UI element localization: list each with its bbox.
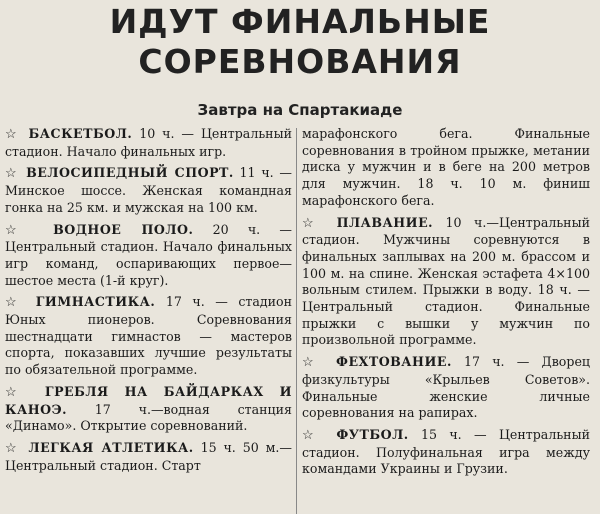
sport-name: ФЕХТОВАНИЕ. (336, 354, 452, 370)
star-icon: ☆ (302, 355, 322, 371)
left-column (5, 126, 292, 479)
star-icon: ☆ (302, 215, 323, 231)
headline (0, 2, 600, 82)
entry-fencing (302, 354, 590, 422)
star-icon: ☆ (5, 127, 20, 142)
sport-name: ВЕЛОСИПЕДНЫЙ СПОРТ. (26, 165, 234, 181)
sport-name: ФУТБОЛ. (336, 426, 409, 442)
entry-text: 10 ч. — Центральный стадион. Начало финальных игр. (5, 126, 292, 159)
sport-name: ПЛАВАНИЕ. (336, 214, 434, 230)
entry-football (302, 427, 590, 478)
entry-cycling (5, 165, 292, 216)
star-icon: ☆ (5, 295, 24, 311)
entry-canoe (5, 384, 292, 435)
right-column (302, 126, 590, 483)
subheading: Завтра на Спартакиаде (197, 101, 403, 119)
column-divider (296, 128, 297, 514)
entry-gymnastics (5, 294, 292, 379)
entry-text: 17 ч. — Дворец физкультуры «Крыльев Советов». Финальные женские личные соревнования на рапирах. (302, 354, 590, 421)
entry-text: 17 ч. — стадион Юных пионеров. Соревнования шестнадцати гимнастов — мастеров спорта, показавших лучшие результаты по обязательной программе. (5, 294, 292, 378)
entry-water-polo (5, 222, 292, 290)
sport-name: ЛЕГКАЯ АТЛЕТИКА. (28, 439, 194, 455)
star-icon: ☆ (5, 384, 28, 400)
star-icon: ☆ (5, 222, 32, 238)
star-icon: ☆ (5, 440, 20, 456)
sport-name: БАСКЕТБОЛ. (28, 126, 133, 141)
headline-line-2: СОРЕВНОВАНИЯ (138, 42, 462, 81)
entry-athletics (5, 440, 292, 474)
entry-text: 10 ч.—Центральный стадион. Мужчины соревнуются в финальных заплывах на 200 м. брассом и 100 м. на спине. Женская эстафета 4×100 вольным стилем. Прыжки в воду. 18 ч. — Центральный стадион. Финальные прыжки с вышки у мужчин по произвольной программе. (302, 214, 590, 348)
entry-text: 11 ч. — Минское шоссе. Женская командная гонка на 25 км. и мужская на 100 км. (5, 165, 292, 215)
star-icon: ☆ (5, 166, 19, 182)
entry-basketball (5, 126, 292, 160)
entry-text: марафонского бега. Финальные соревнования в тройном прыжке, метании диска у мужчин и в беге на 200 метров для мужчин. 18 ч. 10 м. финиш марафонского бега. (302, 126, 590, 208)
entry-athletics-continued (302, 126, 590, 210)
entry-text: 17 ч.—водная станция «Динамо». Открытие соревнований. (5, 401, 292, 434)
entry-swimming (302, 215, 590, 350)
entry-text: 15 ч. — Центральный стадион. Полуфинальная игра между командами Украины и Грузии. (302, 426, 590, 477)
headline-line-1: ИДУТ ФИНАЛЬНЫЕ (109, 2, 491, 41)
entry-text: 15 ч. 50 м.—Центральный стадион. Старт (5, 439, 292, 473)
entry-text: 20 ч. — Центральный стадион. Начало финальных игр команд, оспаривающих первое—шестое места (1-й круг). (5, 221, 292, 288)
sport-name: ГИМНАСТИКА. (35, 294, 156, 310)
sport-name: ГРЕБЛЯ НА БАЙДАРКАХ И КАНОЭ. (5, 383, 292, 417)
sport-name: ВОДНОЕ ПОЛО. (53, 221, 194, 237)
star-icon: ☆ (302, 427, 322, 443)
